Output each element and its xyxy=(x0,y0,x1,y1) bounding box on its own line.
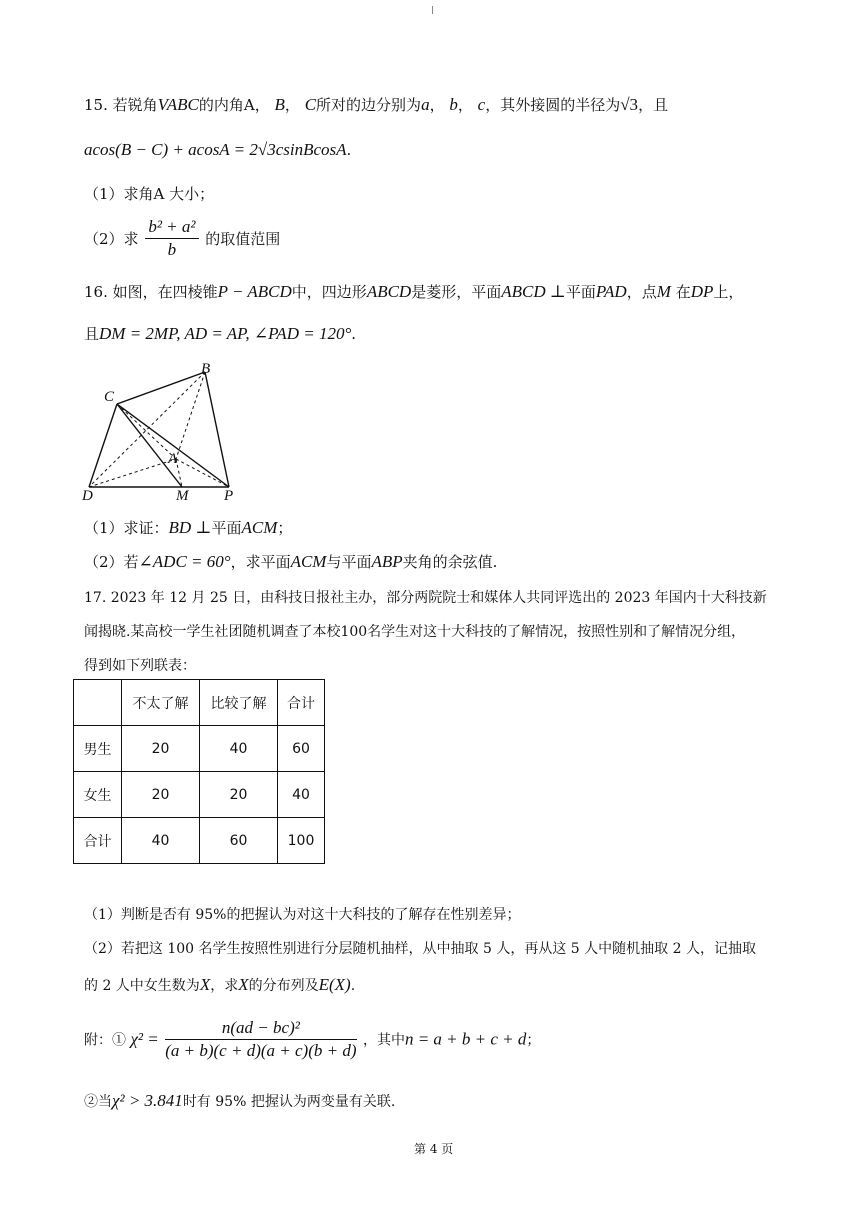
pyramid-figure xyxy=(78,358,248,504)
q17-line1: 17. 2023 年 12 月 25 日，由科技日报社主办，部分两院院士和媒体人共同评选出的 2023 年国内十大科技新 xyxy=(84,590,767,606)
q15-fraction: $\frac{\text{b² + a²}}{b}$ xyxy=(145,217,198,260)
edge-BA xyxy=(176,372,205,459)
table-cell: 60 xyxy=(278,726,325,772)
table-row xyxy=(74,818,325,864)
q15-equation: acos(B − C) + acosA = 2√3csinBcosA. xyxy=(84,140,352,159)
page-number: 第 4 页 xyxy=(414,1142,454,1156)
table-cell: 20 xyxy=(200,772,278,818)
table-cell: 女生 xyxy=(74,772,122,818)
q16-line1: 16. 如图，在四棱锥P − ABCD中，四边形ABCD是菱形，平面ABCD ⊥平面PAD，点M 在DP上， xyxy=(84,282,744,301)
q16-part1: （1）求证：BD ⊥平面ACM； xyxy=(84,518,293,537)
q17-line3: 得到如下列联表： xyxy=(84,658,196,674)
table-cell: 男生 xyxy=(74,726,122,772)
table-header-cell xyxy=(74,680,122,726)
edge-BP xyxy=(205,372,229,487)
table-header-cell: 比较了解 xyxy=(200,680,278,726)
table-cell: 100 xyxy=(278,818,325,864)
q16-line2: 且DM = 2MP, AD = AP, ∠PAD = 120°. xyxy=(84,324,357,343)
table-cell: 60 xyxy=(200,818,278,864)
label-P: P xyxy=(224,488,234,504)
label-M: M xyxy=(176,488,189,504)
table-row xyxy=(74,726,325,772)
table-row xyxy=(74,772,325,818)
table-header-cell: 合计 xyxy=(278,680,325,726)
q15-part2: （2）求 $\frac{\text{b² + a²}}{b}$ 的取值范围 xyxy=(84,217,281,259)
q17-line2: 闻揭晓.某高校一学生社团随机调查了本校100名学生对这十大科技的了解情况，按照性别和了解情况分组， xyxy=(84,624,746,640)
top-tick-mark xyxy=(432,6,433,14)
edge-CB xyxy=(117,372,205,404)
contingency-table xyxy=(73,679,325,864)
label-D: D xyxy=(82,488,93,504)
q17-part2-line2: 的 2 人中女生数为X，求X的分布列及E(X). xyxy=(84,975,356,994)
label-B: B xyxy=(201,361,211,377)
q15-part1: （1）求角A 大小； xyxy=(84,185,215,203)
table-cell: 40 xyxy=(122,818,200,864)
edge-AP xyxy=(176,459,229,487)
table-cell: 40 xyxy=(278,772,325,818)
table-cell: 40 xyxy=(200,726,278,772)
q17-part2-line1: （2）若把这 100 名学生按照性别进行分层随机抽样，从中抽取 5 人，再从这 5 人中随机抽取 2 人，记抽取 xyxy=(84,941,756,957)
q17-part1: （1）判断是否有 95%的把握认为对这十大科技的了解存在性别差异； xyxy=(84,907,521,923)
table-cell: 20 xyxy=(122,726,200,772)
q17-note: ②当χ² > 3.841时有 95% 把握认为两变量有关联. xyxy=(84,1091,396,1110)
edge-CD xyxy=(89,404,117,487)
table-header-cell: 不太了解 xyxy=(122,680,200,726)
q16-part2: （2）若∠ADC = 60°，求平面ACM与平面ABP夹角的余弦值. xyxy=(84,552,498,571)
table-header-row xyxy=(74,680,325,726)
label-A: A xyxy=(168,451,178,467)
q17-appendix: 附：① χ² = $\frac{\text{n(ad − bc)²}}{(a + b)(c + d)(a + c)(b + d)}$ ，其中n = a + b + c + d； xyxy=(84,1018,541,1060)
table-cell: 合计 xyxy=(74,818,122,864)
chi-square-fraction: $\frac{\text{n(ad − bc)²}}{(a + b)(c + d)(a + c)(b + d)}$ xyxy=(165,1018,357,1060)
label-C: C xyxy=(104,389,115,405)
table-cell: 20 xyxy=(122,772,200,818)
q15-line1: 15. 若锐角VABC的内角A， B， C所对的边分别为a， b， c，其外接圆的半径为√3，且 xyxy=(84,95,669,114)
